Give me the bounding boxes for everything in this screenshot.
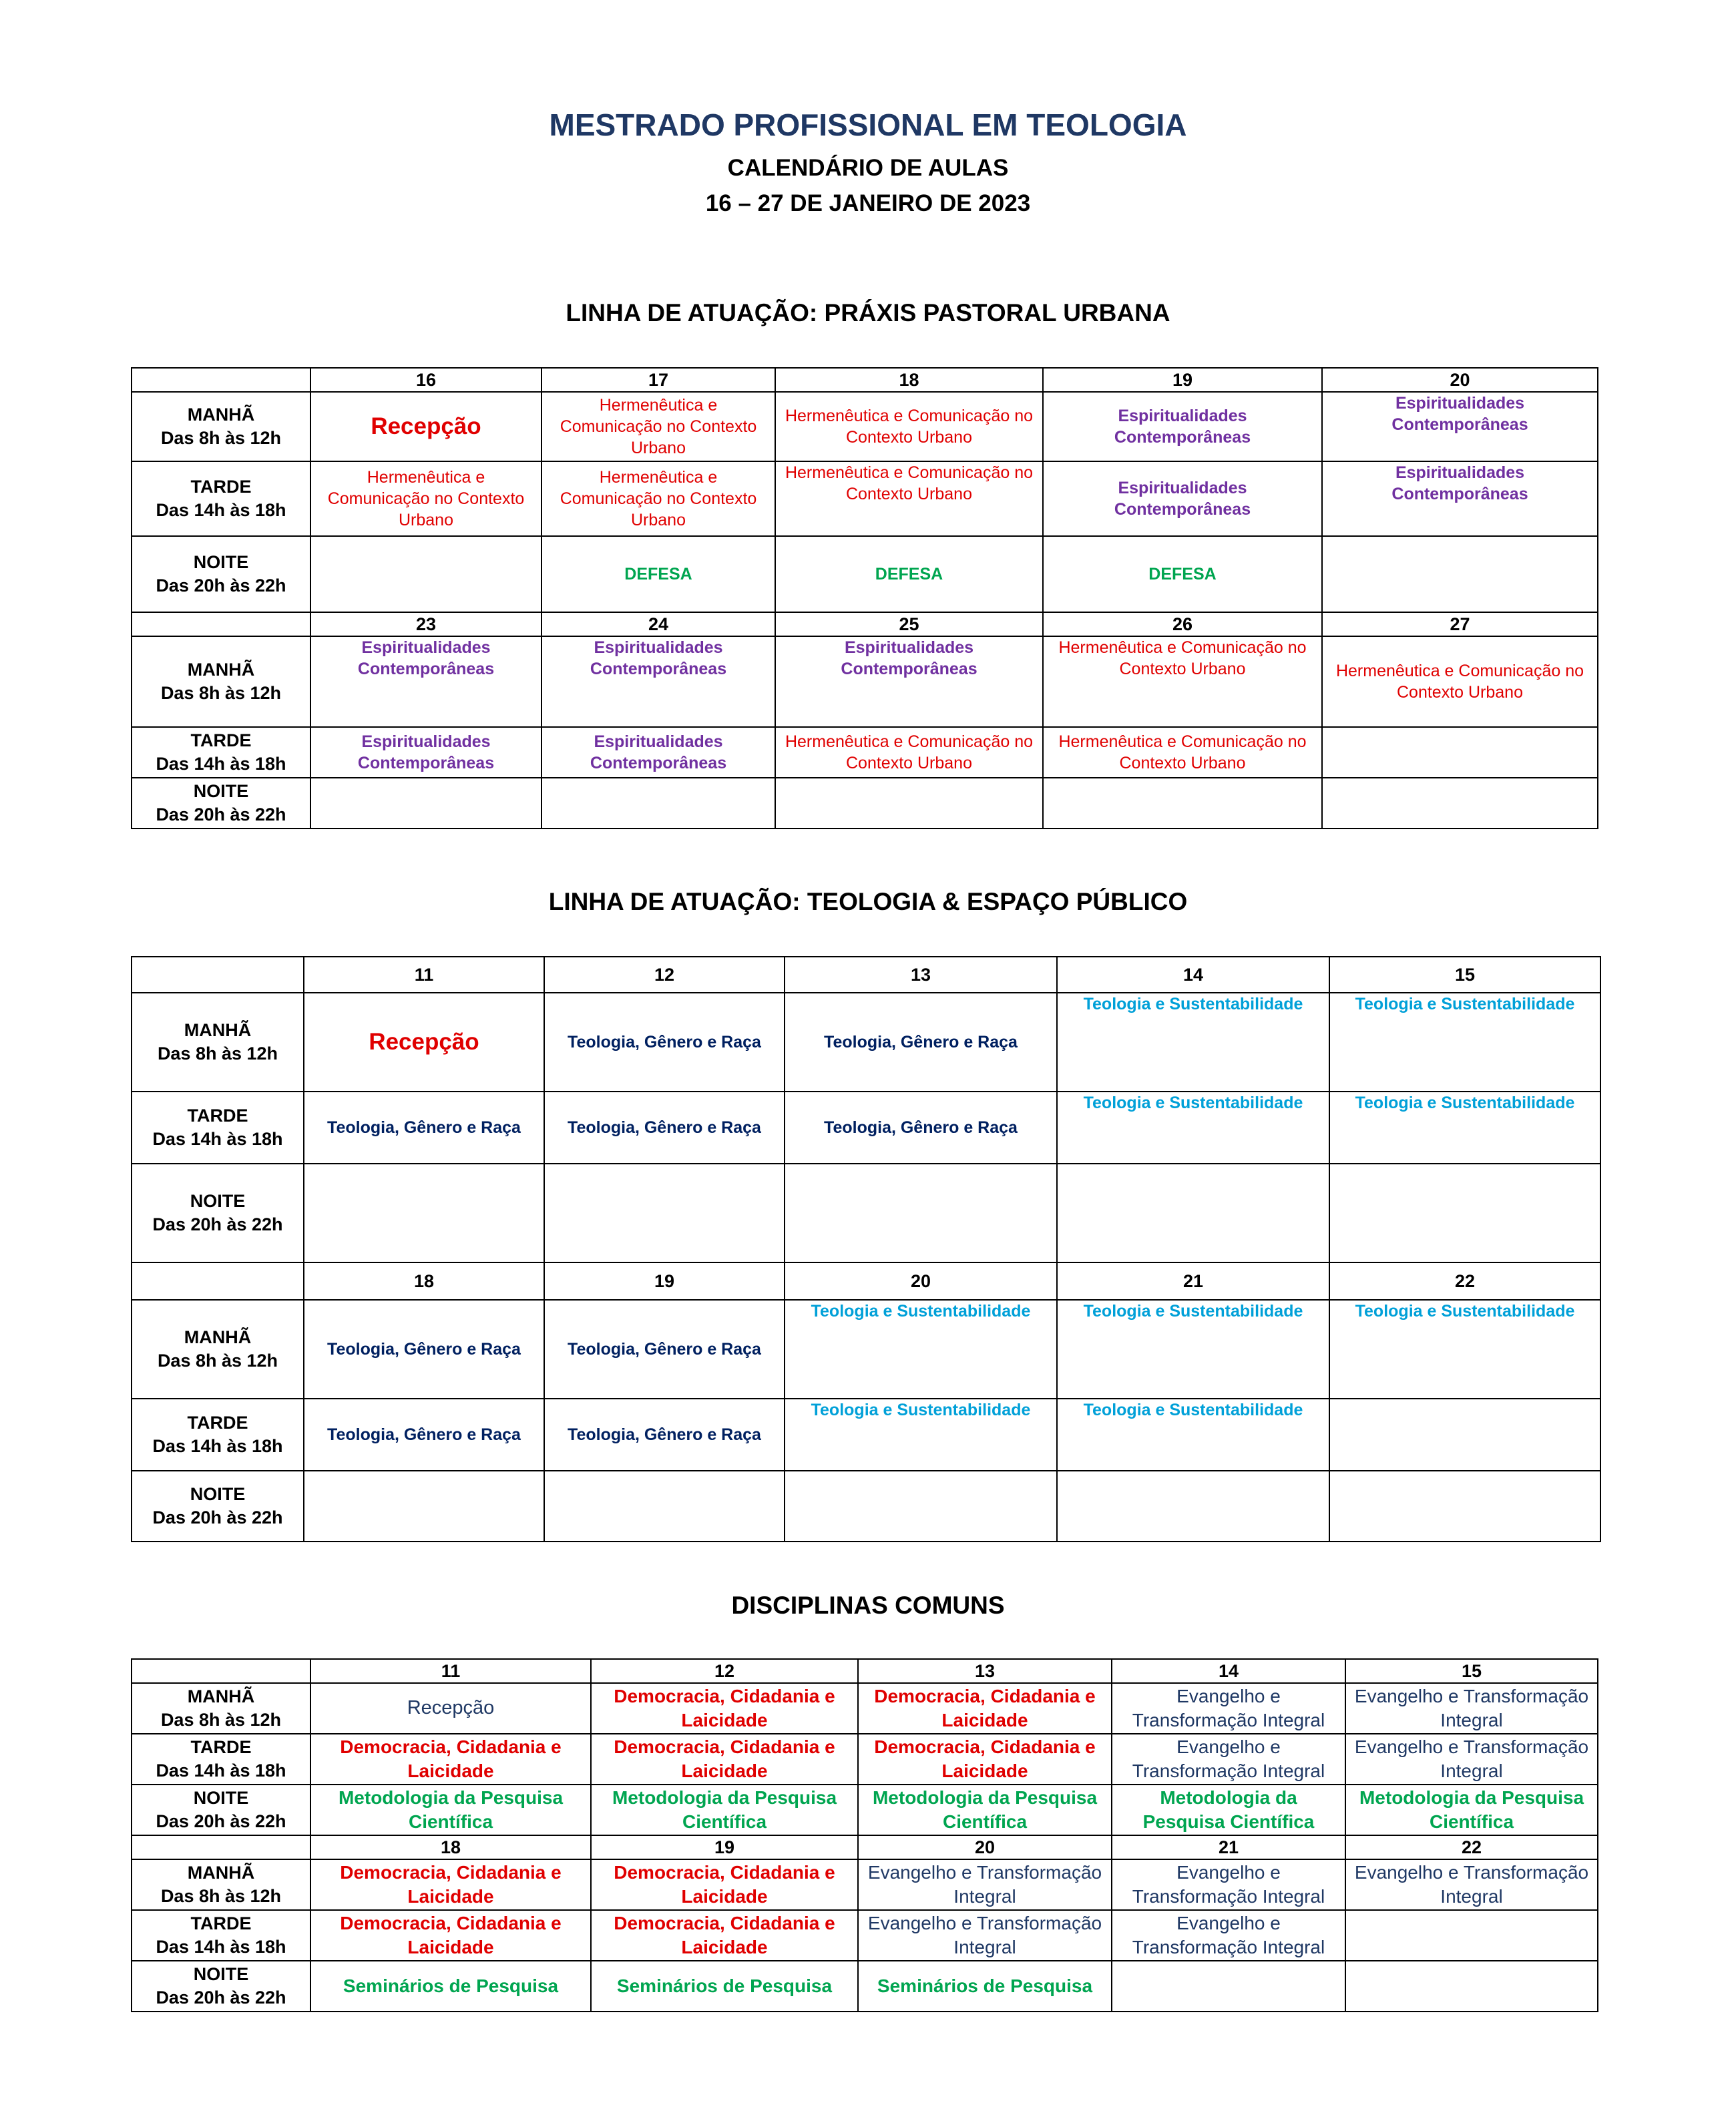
schedule-cell: Metodologia da Pesquisa Científica (310, 1785, 591, 1835)
schedule-cell: Espiritualidades Contemporâneas (310, 727, 541, 778)
day-header: 11 (310, 1659, 591, 1683)
schedule-cell: Teologia, Gênero e Raça (544, 1092, 785, 1164)
section-title-praxis: LINHA DE ATUAÇÃO: PRÁXIS PASTORAL URBANA (566, 299, 1170, 326)
period-label-morning: MANHÃ Das 8h às 12h (132, 1683, 310, 1734)
period-label-afternoon: TARDE Das 14h às 18h (132, 1399, 304, 1471)
header-empty (132, 1835, 310, 1859)
schedule-cell: Metodologia da Pesquisa Científica (1345, 1785, 1598, 1835)
schedule-cell (304, 1471, 544, 1542)
day-header: 19 (544, 1262, 785, 1300)
schedule-cell: Teologia, Gênero e Raça (785, 1092, 1057, 1164)
header-empty (132, 1659, 310, 1683)
period-label-night: NOITE Das 20h às 22h (132, 1164, 304, 1262)
page-dates: 16 – 27 DE JANEIRO DE 2023 (705, 190, 1031, 216)
period-label-morning: MANHÃ Das 8h às 12h (132, 1300, 304, 1399)
day-header: 20 (1322, 368, 1598, 392)
schedule-cell: Democracia, Cidadania e Laicidade (591, 1859, 858, 1910)
schedule-cell: Democracia, Cidadania e Laicidade (310, 1910, 591, 1961)
schedule-cell: Teologia e Sustentabilidade (785, 1399, 1057, 1471)
day-header: 16 (310, 368, 541, 392)
schedule-cell (1322, 536, 1598, 612)
schedule-cell (1329, 1164, 1600, 1262)
header-empty (132, 957, 304, 993)
schedule-cell (1057, 1471, 1329, 1542)
schedule-cell: Teologia e Sustentabilidade (1329, 993, 1600, 1092)
schedule-cell (785, 1164, 1057, 1262)
schedule-cell (541, 778, 775, 829)
schedule-table-espaco-publico (131, 956, 1601, 1542)
schedule-cell (1345, 1961, 1598, 2012)
day-header: 18 (310, 1835, 591, 1859)
schedule-cell: Teologia, Gênero e Raça (544, 993, 785, 1092)
schedule-cell: Recepção (310, 392, 541, 461)
schedule-cell: Espiritualidades Contemporâneas (310, 636, 541, 727)
schedule-cell (775, 778, 1043, 829)
schedule-cell: DEFESA (541, 536, 775, 612)
period-label-night: NOITE Das 20h às 22h (132, 778, 310, 829)
schedule-cell (310, 536, 541, 612)
schedule-cell: Hermenêutica e Comunicação no Contexto Urbano (310, 461, 541, 536)
schedule-cell: Evangelho e Transformação Integral (1112, 1683, 1345, 1734)
day-header: 11 (304, 957, 544, 993)
schedule-cell: Democracia, Cidadania e Laicidade (310, 1734, 591, 1785)
period-label-night: NOITE Das 20h às 22h (132, 1961, 310, 2012)
schedule-cell: Metodologia da Pesquisa Científica (858, 1785, 1112, 1835)
schedule-cell: Hermenêutica e Comunicação no Contexto Urbano (775, 727, 1043, 778)
schedule-cell: Seminários de Pesquisa (310, 1961, 591, 2012)
schedule-cell: Teologia, Gênero e Raça (544, 1399, 785, 1471)
schedule-cell: Espiritualidades Contemporâneas (1322, 461, 1598, 536)
schedule-cell (1322, 727, 1598, 778)
schedule-cell: Evangelho e Transformação Integral (1345, 1683, 1598, 1734)
schedule-cell (1329, 1399, 1600, 1471)
period-label-afternoon: TARDE Das 14h às 18h (132, 1910, 310, 1961)
day-header: 17 (541, 368, 775, 392)
schedule-cell: Hermenêutica e Comunicação no Contexto Urbano (1043, 727, 1322, 778)
schedule-cell: Evangelho e Transformação Integral (1345, 1734, 1598, 1785)
section-title-espaco-publico: LINHA DE ATUAÇÃO: TEOLOGIA & ESPAÇO PÚBLICO (548, 888, 1188, 915)
schedule-cell (1112, 1961, 1345, 2012)
period-label-afternoon: TARDE Das 14h às 18h (132, 1734, 310, 1785)
page-subtitle: CALENDÁRIO DE AULAS (727, 155, 1009, 181)
schedule-cell: Democracia, Cidadania e Laicidade (591, 1734, 858, 1785)
day-header: 27 (1322, 612, 1598, 636)
schedule-cell (785, 1471, 1057, 1542)
day-header: 13 (785, 957, 1057, 993)
schedule-cell: Hermenêutica e Comunicação no Contexto Urbano (1043, 636, 1322, 727)
day-header: 24 (541, 612, 775, 636)
schedule-cell: Seminários de Pesquisa (858, 1961, 1112, 2012)
schedule-cell: Evangelho e Transformação Integral (1112, 1910, 1345, 1961)
schedule-cell: Teologia, Gênero e Raça (785, 993, 1057, 1092)
schedule-cell: Espiritualidades Contemporâneas (775, 636, 1043, 727)
period-label-night: NOITE Das 20h às 22h (132, 1471, 304, 1542)
day-header: 18 (304, 1262, 544, 1300)
schedule-cell: Hermenêutica e Comunicação no Contexto Urbano (541, 392, 775, 461)
day-header: 12 (544, 957, 785, 993)
schedule-cell (1322, 778, 1598, 829)
schedule-cell (1329, 1471, 1600, 1542)
day-header: 26 (1043, 612, 1322, 636)
day-header: 12 (591, 1659, 858, 1683)
schedule-cell: Teologia e Sustentabilidade (1057, 993, 1329, 1092)
day-header: 23 (310, 612, 541, 636)
schedule-cell: Hermenêutica e Comunicação no Contexto Urbano (775, 461, 1043, 536)
schedule-cell: Democracia, Cidadania e Laicidade (858, 1734, 1112, 1785)
day-header: 15 (1345, 1659, 1598, 1683)
schedule-cell: Teologia, Gênero e Raça (304, 1399, 544, 1471)
schedule-cell (1345, 1910, 1598, 1961)
day-header: 25 (775, 612, 1043, 636)
day-header: 14 (1057, 957, 1329, 993)
period-label-afternoon: TARDE Das 14h às 18h (132, 1092, 304, 1164)
schedule-cell (544, 1471, 785, 1542)
period-label-afternoon: TARDE Das 14h às 18h (132, 461, 310, 536)
schedule-cell (1057, 1164, 1329, 1262)
schedule-cell: Teologia e Sustentabilidade (1057, 1092, 1329, 1164)
day-header: 19 (1043, 368, 1322, 392)
day-header: 19 (591, 1835, 858, 1859)
schedule-cell: Democracia, Cidadania e Laicidade (591, 1683, 858, 1734)
period-label-morning: MANHÃ Das 8h às 12h (132, 1859, 310, 1910)
schedule-cell: Hermenêutica e Comunicação no Contexto Urbano (541, 461, 775, 536)
schedule-cell: Evangelho e Transformação Integral (858, 1910, 1112, 1961)
schedule-cell (544, 1164, 785, 1262)
schedule-cell: DEFESA (775, 536, 1043, 612)
schedule-cell: Hermenêutica e Comunicação no Contexto Urbano (775, 392, 1043, 461)
schedule-cell: Teologia e Sustentabilidade (1329, 1092, 1600, 1164)
schedule-cell: Recepção (304, 993, 544, 1092)
schedule-cell: Espiritualidades Contemporâneas (1043, 461, 1322, 536)
header-empty (132, 612, 310, 636)
schedule-cell: Teologia, Gênero e Raça (544, 1300, 785, 1399)
schedule-cell (304, 1164, 544, 1262)
day-header: 15 (1329, 957, 1600, 993)
schedule-cell: Teologia, Gênero e Raça (304, 1092, 544, 1164)
schedule-cell: Hermenêutica e Comunicação no Contexto Urbano (1322, 636, 1598, 727)
day-header: 22 (1329, 1262, 1600, 1300)
schedule-cell: Metodologia da Pesquisa Científica (1112, 1785, 1345, 1835)
header-empty (132, 1262, 304, 1300)
schedule-cell: Espiritualidades Contemporâneas (541, 636, 775, 727)
day-header: 21 (1057, 1262, 1329, 1300)
header-empty (132, 368, 310, 392)
period-label-morning: MANHÃ Das 8h às 12h (132, 993, 304, 1092)
schedule-cell: Seminários de Pesquisa (591, 1961, 858, 2012)
day-header: 20 (785, 1262, 1057, 1300)
schedule-cell (1043, 778, 1322, 829)
day-header: 22 (1345, 1835, 1598, 1859)
schedule-cell: Teologia, Gênero e Raça (304, 1300, 544, 1399)
section-title-disciplinas-comuns: DISCIPLINAS COMUNS (731, 1592, 1005, 1619)
schedule-cell: Teologia e Sustentabilidade (785, 1300, 1057, 1399)
schedule-cell: Evangelho e Transformação Integral (858, 1859, 1112, 1910)
schedule-cell: Democracia, Cidadania e Laicidade (591, 1910, 858, 1961)
schedule-cell: Recepção (310, 1683, 591, 1734)
schedule-cell: Democracia, Cidadania e Laicidade (310, 1859, 591, 1910)
day-header: 18 (775, 368, 1043, 392)
period-label-morning: MANHÃ Das 8h às 12h (132, 392, 310, 461)
schedule-cell: Espiritualidades Contemporâneas (1322, 392, 1598, 461)
schedule-cell: Evangelho e Transformação Integral (1112, 1734, 1345, 1785)
day-header: 14 (1112, 1659, 1345, 1683)
day-header: 13 (858, 1659, 1112, 1683)
schedule-cell (310, 778, 541, 829)
period-label-night: NOITE Das 20h às 22h (132, 536, 310, 612)
schedule-cell: Metodologia da Pesquisa Científica (591, 1785, 858, 1835)
schedule-cell: Teologia e Sustentabilidade (1057, 1300, 1329, 1399)
day-header: 21 (1112, 1835, 1345, 1859)
period-label-morning: MANHÃ Das 8h às 12h (132, 636, 310, 727)
schedule-table-praxis (131, 367, 1598, 829)
schedule-cell: Espiritualidades Contemporâneas (541, 727, 775, 778)
schedule-cell: Evangelho e Transformação Integral (1345, 1859, 1598, 1910)
period-label-afternoon: TARDE Das 14h às 18h (132, 727, 310, 778)
day-header: 20 (858, 1835, 1112, 1859)
schedule-cell: Democracia, Cidadania e Laicidade (858, 1683, 1112, 1734)
schedule-cell: Espiritualidades Contemporâneas (1043, 392, 1322, 461)
schedule-cell: Teologia e Sustentabilidade (1329, 1300, 1600, 1399)
schedule-cell: Teologia e Sustentabilidade (1057, 1399, 1329, 1471)
schedule-cell: Evangelho e Transformação Integral (1112, 1859, 1345, 1910)
period-label-night: NOITE Das 20h às 22h (132, 1785, 310, 1835)
schedule-cell: DEFESA (1043, 536, 1322, 612)
schedule-table-disciplinas-comuns (131, 1658, 1598, 2012)
page-title: MESTRADO PROFISSIONAL EM TEOLOGIA (549, 107, 1187, 142)
